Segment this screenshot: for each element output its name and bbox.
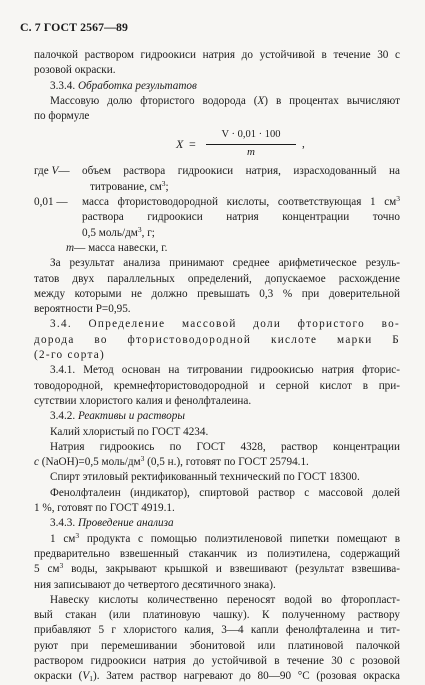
formula-lhs: X — [176, 137, 184, 152]
page-header: С. 7 ГОСТ 2567—89 — [20, 20, 129, 34]
text-line: по формуле — [34, 110, 90, 123]
text-line: 5 $см^3$ воды, закрывают крышкой и взвешивают (результат взвешива- — [34, 561, 400, 576]
formula-definitions — [34, 164, 400, 256]
section-heading-3-3-4: 3.3.4. Обработка результатов — [50, 79, 197, 92]
text-line: За результат анализа принимают среднее арифметическое резуль- — [50, 257, 400, 270]
formula-numerator: V · 0,01 · 100 — [221, 129, 281, 141]
text-line: Калий хлористый по ГОСТ 4234. — [50, 425, 209, 438]
text-line: окраски $(V_1)$. Затем раствор нагревают до 80—90 °С (розовая окраска — [34, 670, 400, 684]
text-line: товодородной, кремнефтористоводородной и серной кислот в при- — [34, 379, 400, 392]
section-heading-3-4: дорода во фтористоводородной кислоте марки Б — [34, 333, 400, 346]
text-line: предварительно взвешенный стаканчик из полиэтилена, содержащий — [34, 547, 400, 560]
text-line: 1 %, готовят по ГОСТ 4919.1. — [34, 502, 175, 515]
section-heading-3-4-2: 3.4.2. Реактивы и растворы — [50, 410, 185, 423]
text-line: Массовую долю фтористого водорода (X) в процентах вычисляют — [50, 94, 400, 107]
section-heading-3-4: 3.4. Определение массовой доли фтористого во- — [50, 318, 400, 331]
text-line: c (NaOH)=0,5 моль/$дм^3$ (0,5 н.), готовят по ГОСТ 25794.1. — [34, 454, 309, 469]
text-line: 3.4.1. Метод основан на титровании гидроокисью натрия фторис- — [50, 364, 400, 377]
text-line: сутствии хлористого калия и фенолфталеина. — [34, 394, 252, 407]
text-line: между которыми не должно превышать 0,3 % при доверительной — [34, 287, 400, 300]
text-line: палочкой раствором гидроокиси натрия до устойчивой в течение 30 с — [34, 49, 400, 61]
text-line: 1 $см^3$ продукта с помощью полиэтиленовой пипетки помещают в — [50, 530, 401, 545]
formula-comma: , — [302, 138, 305, 151]
text-line: татов двух параллельных определений, допускаемое расхождение — [34, 272, 400, 285]
text-line: титрование, $см^3$; — [90, 178, 169, 193]
text-line: руют при перемешивании эбонитовой или платиновой палочкой — [34, 639, 400, 652]
text-line: Натрия гидроокись по ГОСТ 4328, раствор концентрации — [50, 440, 400, 453]
formula-equals: = — [189, 137, 196, 152]
text-line: Навеску кислоты количественно переносят водой во фторопласт- — [50, 593, 400, 606]
text-line: Фенолфталеин (индикатор), спиртовой раствор с массовой долей — [50, 486, 400, 499]
text-line: ния записывают до четвертого десятичного знака). — [34, 578, 276, 591]
page-content — [34, 48, 400, 685]
text-line: 0,5 моль/$дм^3$, г; — [82, 224, 155, 239]
section-heading-3-4: (2-го сорта) — [34, 349, 106, 362]
formula-denominator: m — [247, 146, 255, 159]
text-line: прибавляют 5 г хлористого калия, 3—4 капли фенолфталеина и тит- — [34, 624, 400, 637]
text-line: раствора гидроокиси натрия концентрации точно — [82, 211, 400, 224]
definition-001: 0,01 — масса фтористоводородной кислоты, соответствующая 1 $см^3$ — [34, 194, 400, 209]
formula — [34, 127, 400, 163]
section-heading-3-4-3: 3.4.3. Проведение анализа — [50, 517, 174, 530]
definition-m: m — масса навески, г. — [66, 241, 168, 254]
text-line: розовой окраски. — [34, 64, 116, 77]
text-line: Спирт этиловый ректификованный технический по ГОСТ 18300. — [50, 471, 360, 484]
text-line: раствором гидроокиси натрия до устойчивой в течение 30 с розовой — [34, 654, 400, 667]
text-line: вероятности P=0,95. — [34, 303, 131, 316]
text-line: вый стакан (или платиновую чашку). К полученному раствору — [34, 609, 400, 622]
definition-v: где V — объем раствора гидроокиси натрия, израсходованный на — [34, 165, 400, 178]
